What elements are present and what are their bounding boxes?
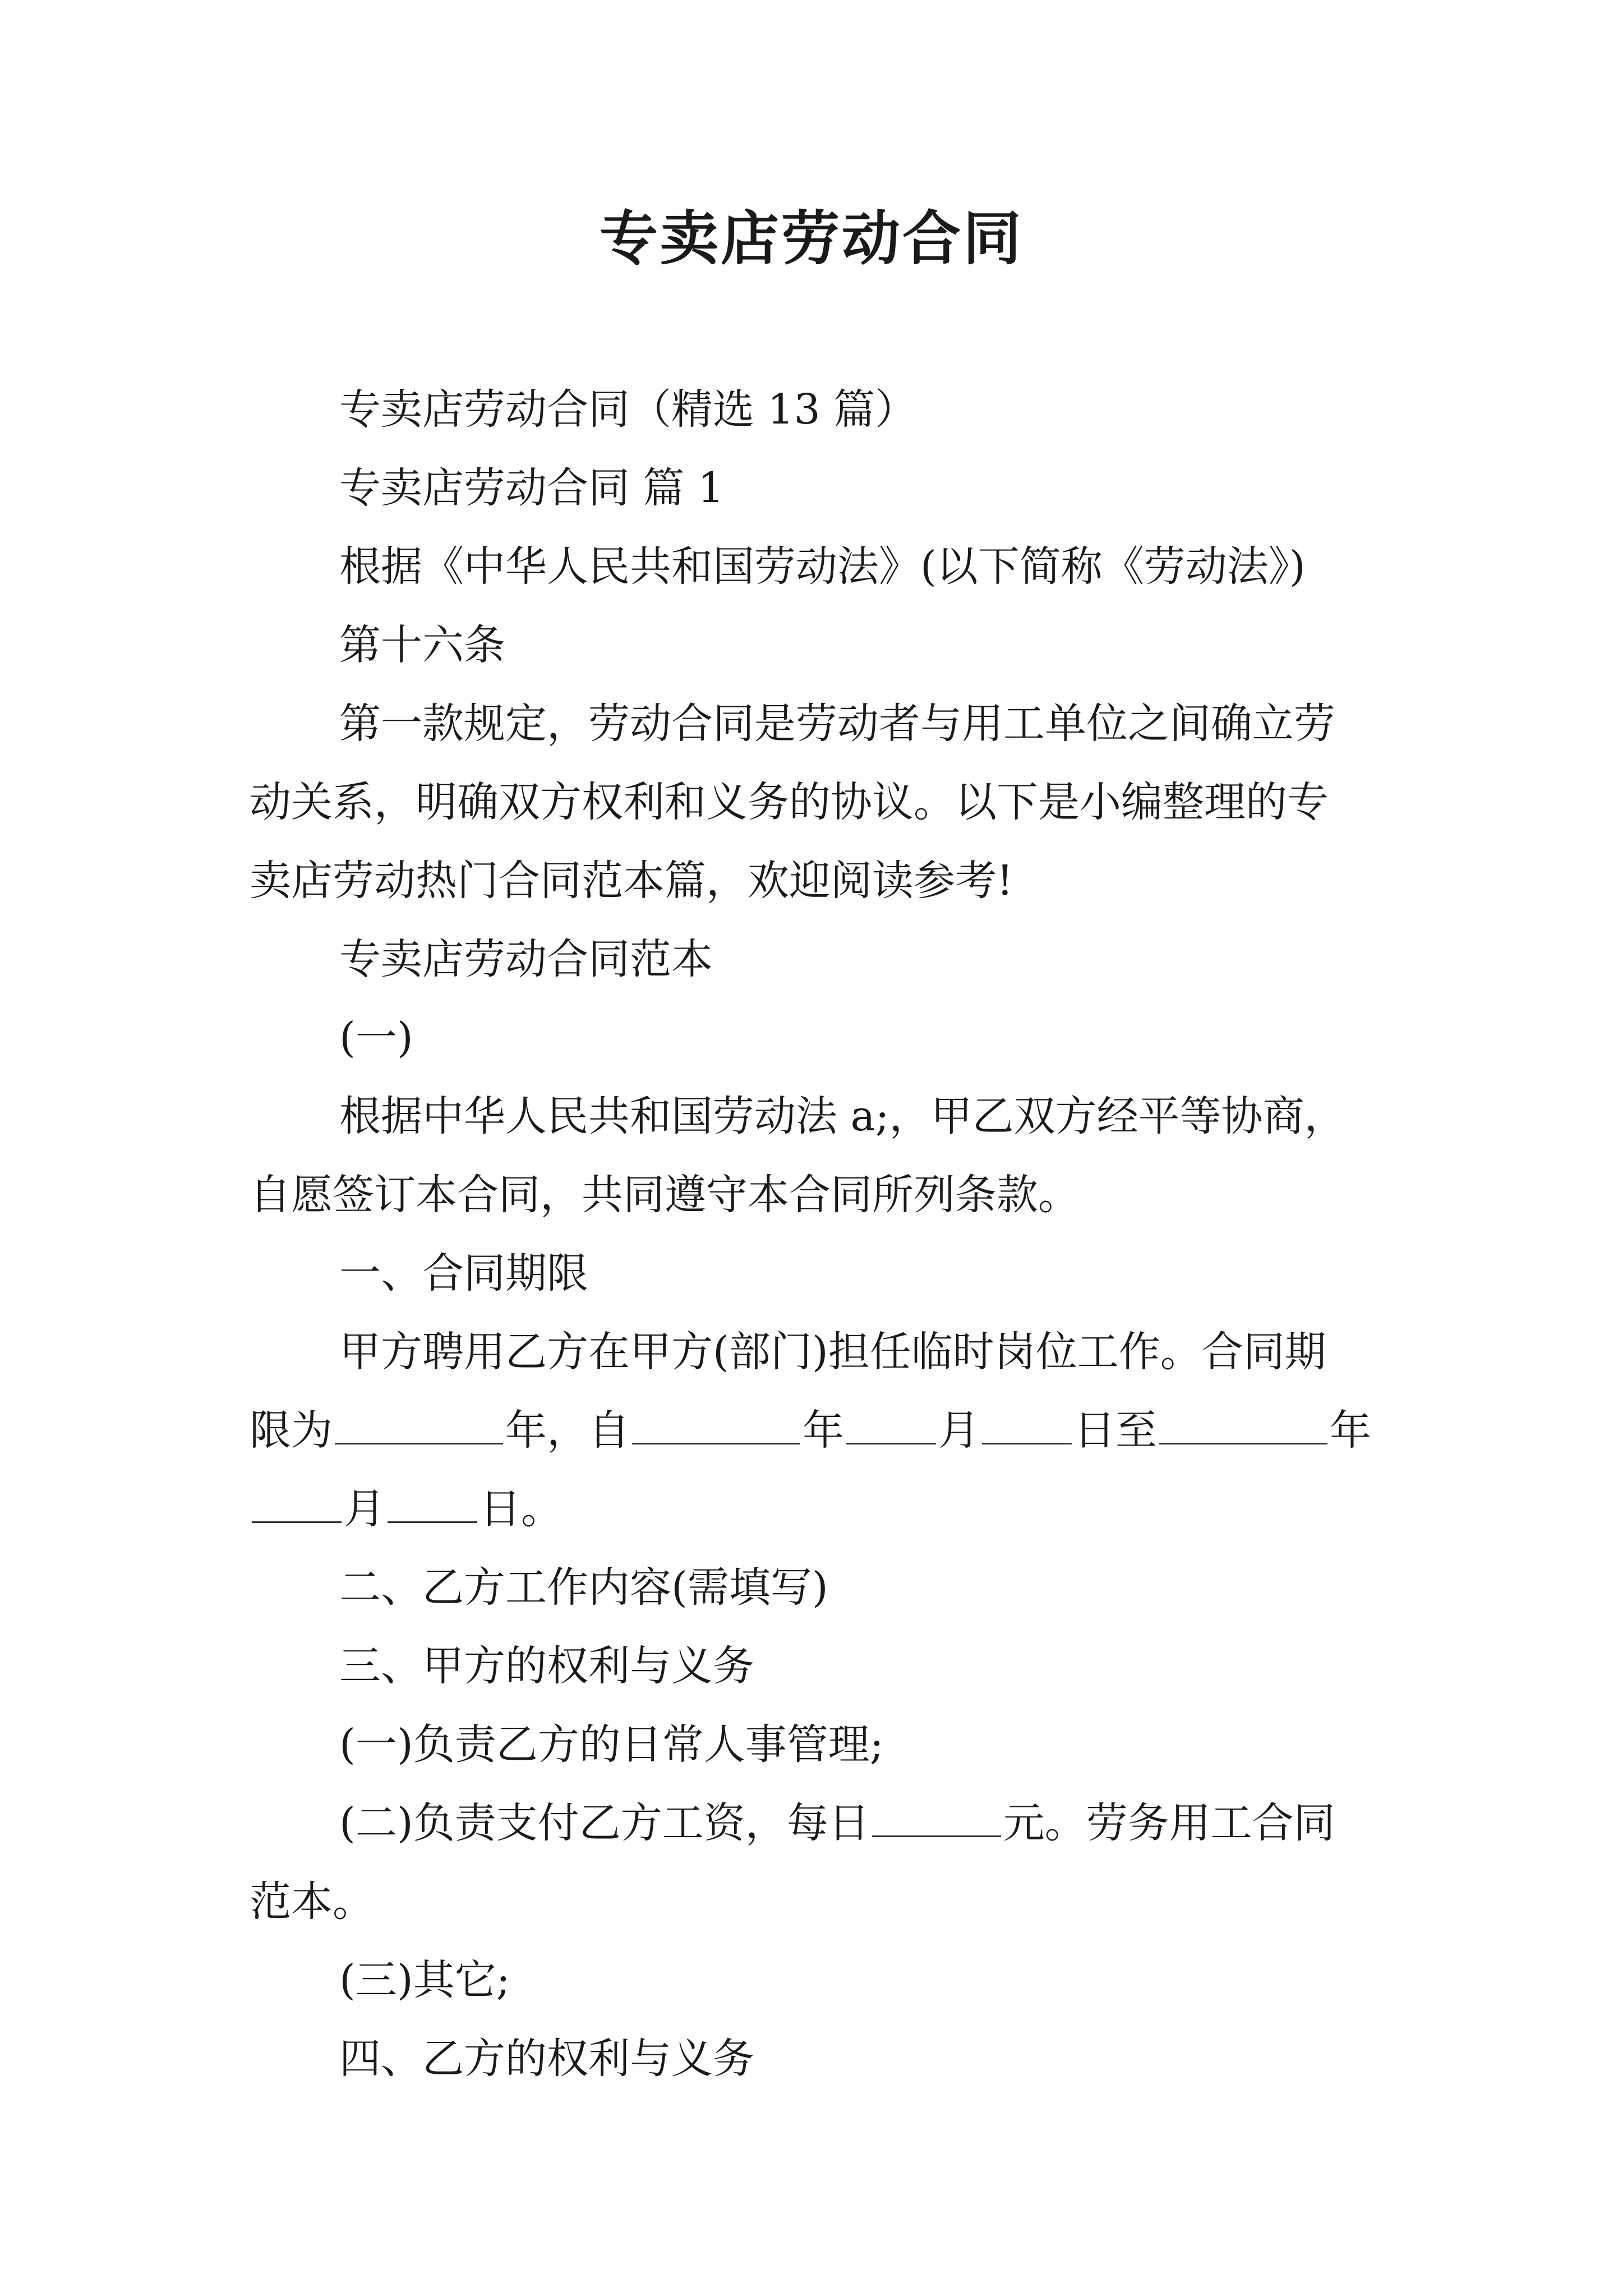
paragraph-line: 根据《中华人民共和国劳动法》(以下简称《劳动法》) <box>339 542 1306 591</box>
paragraph-line: 范本。 <box>250 1878 374 1926</box>
fill-blank <box>388 1487 477 1523</box>
text-fragment: 元。劳务用工合同 <box>1003 1799 1335 1847</box>
paragraph-line-with-blanks <box>339 1801 1335 1846</box>
text-fragment: 限为 <box>250 1406 333 1455</box>
fill-blank <box>252 1487 342 1523</box>
text-fragment: 年 <box>803 1406 844 1455</box>
paragraph-line: (一) <box>339 1014 413 1062</box>
paragraph-line: (一)负责乙方的日常人事管理; <box>339 1720 884 1769</box>
section-heading: 三、甲方的权利与义务 <box>339 1642 754 1690</box>
paragraph-line-with-blanks <box>250 1487 562 1531</box>
fill-blank <box>872 1801 1001 1837</box>
paragraph-line: 自愿签订本合同，共同遵守本合同所列条款。 <box>250 1171 1080 1219</box>
fill-blank <box>335 1408 503 1444</box>
paragraph-line: 甲方聘用乙方在甲方(部门)担任临时岗位工作。合同期 <box>339 1328 1326 1376</box>
text-fragment: 年 <box>1330 1406 1371 1455</box>
section-heading: 一、合同期限 <box>339 1249 588 1297</box>
paragraph-line: 第十六条 <box>339 621 505 669</box>
paragraph-line: 动关系，明确双方权利和义务的协议。以下是小编整理的专 <box>250 778 1329 826</box>
paragraph-line: 专卖店劳动合同（精选 13 篇） <box>339 385 917 434</box>
text-fragment: 日至 <box>1074 1406 1157 1455</box>
text-fragment: (二)负责支付乙方工资，每日 <box>339 1799 870 1847</box>
section-heading: 四、乙方的权利与义务 <box>339 2035 754 2083</box>
fill-blank <box>632 1408 800 1444</box>
paragraph-line: 卖店劳动热门合同范本篇，欢迎阅读参考! <box>250 857 1013 905</box>
fill-blank <box>1159 1408 1327 1444</box>
paragraph-line: 第一款规定，劳动合同是劳动者与用工单位之间确立劳 <box>339 700 1335 748</box>
document-title: 专卖店劳动合同 <box>599 204 1023 273</box>
text-fragment: 月 <box>344 1485 385 1533</box>
text-fragment: 年，自 <box>505 1406 630 1455</box>
paragraph-line: 根据中华人民共和国劳动法 a;，甲乙双方经平等协商， <box>339 1092 1346 1140</box>
section-heading: 二、乙方工作内容(需填写) <box>339 1563 828 1612</box>
paragraph-line: 专卖店劳动合同范本 <box>339 935 713 983</box>
fill-blank <box>982 1408 1072 1444</box>
fill-blank <box>846 1408 936 1444</box>
paragraph-line: (三)其它; <box>339 1956 510 2004</box>
text-fragment: 日。 <box>479 1485 562 1533</box>
paragraph-line-with-blanks <box>250 1408 1371 1453</box>
paragraph-line: 专卖店劳动合同 篇 1 <box>339 464 725 512</box>
text-fragment: 月 <box>938 1406 980 1455</box>
